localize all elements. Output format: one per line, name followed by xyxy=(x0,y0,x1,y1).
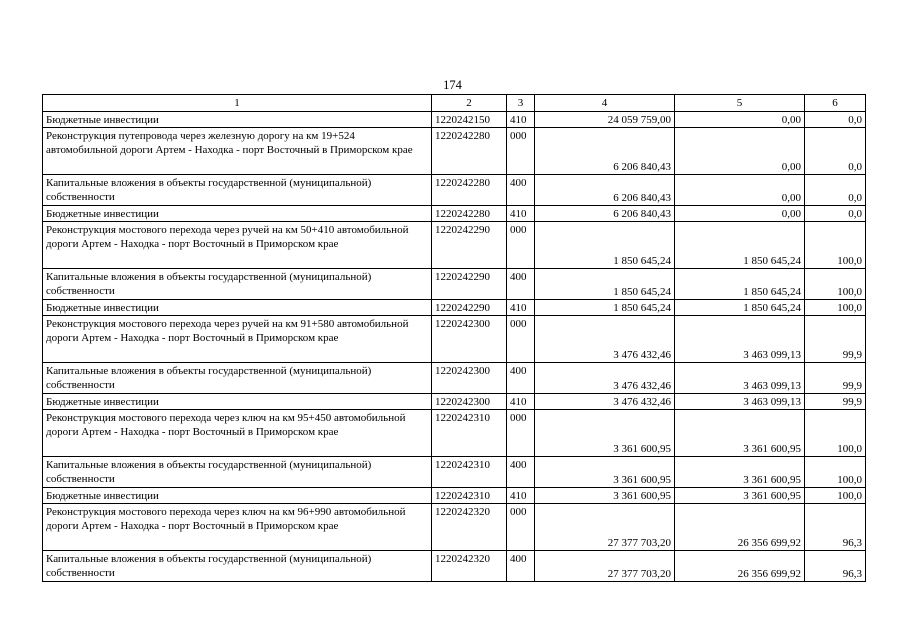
row-name-cell: Капитальные вложения в объекты государственной (муниципальной) собственности xyxy=(43,175,432,206)
row-type-cell: 400 xyxy=(507,363,535,394)
row-percent-cell: 96,3 xyxy=(805,504,866,551)
column-header: 2 xyxy=(432,95,507,112)
table-row xyxy=(43,410,866,457)
row-plan-cell: 27 377 703,20 xyxy=(535,551,675,582)
row-type-cell: 000 xyxy=(507,128,535,175)
budget-table xyxy=(42,94,866,582)
row-fact-cell: 26 356 699,92 xyxy=(675,551,805,582)
row-name-cell: Реконструкция мостового перехода через ключ на км 95+450 автомобильной дороги Артем - Находка - порт Восточный в Приморском крае xyxy=(43,410,432,457)
row-code-cell: 1220242300 xyxy=(432,316,507,363)
table-row xyxy=(43,551,866,582)
row-fact-cell: 1 850 645,24 xyxy=(675,269,805,300)
table-header-row xyxy=(43,95,866,112)
row-code-cell: 1220242310 xyxy=(432,488,507,504)
row-percent-cell: 99,9 xyxy=(805,394,866,410)
row-plan-cell: 1 850 645,24 xyxy=(535,300,675,316)
row-percent-cell: 100,0 xyxy=(805,300,866,316)
row-plan-cell: 3 476 432,46 xyxy=(535,394,675,410)
row-code-cell: 1220242280 xyxy=(432,175,507,206)
column-header: 3 xyxy=(507,95,535,112)
row-fact-cell: 3 463 099,13 xyxy=(675,363,805,394)
column-header: 6 xyxy=(805,95,866,112)
row-name-cell: Капитальные вложения в объекты государственной (муниципальной) собственности xyxy=(43,269,432,300)
row-fact-cell: 0,00 xyxy=(675,128,805,175)
row-name-cell: Капитальные вложения в объекты государственной (муниципальной) собственности xyxy=(43,363,432,394)
row-type-cell: 400 xyxy=(507,457,535,488)
table-row xyxy=(43,222,866,269)
row-percent-cell: 100,0 xyxy=(805,410,866,457)
table-body xyxy=(43,95,866,582)
row-percent-cell: 100,0 xyxy=(805,457,866,488)
table-row xyxy=(43,128,866,175)
row-code-cell: 1220242290 xyxy=(432,269,507,300)
row-type-cell: 000 xyxy=(507,222,535,269)
row-type-cell: 000 xyxy=(507,316,535,363)
row-type-cell: 000 xyxy=(507,410,535,457)
row-type-cell: 410 xyxy=(507,394,535,410)
table-row xyxy=(43,394,866,410)
table-row xyxy=(43,363,866,394)
row-percent-cell: 100,0 xyxy=(805,222,866,269)
row-plan-cell: 24 059 759,00 xyxy=(535,112,675,128)
row-plan-cell: 6 206 840,43 xyxy=(535,128,675,175)
row-fact-cell: 1 850 645,24 xyxy=(675,222,805,269)
row-name-cell: Реконструкция мостового перехода через ручей на км 50+410 автомобильной дороги Артем - Находка - порт Восточный в Приморском крае xyxy=(43,222,432,269)
row-percent-cell: 0,0 xyxy=(805,175,866,206)
row-type-cell: 410 xyxy=(507,300,535,316)
row-plan-cell: 6 206 840,43 xyxy=(535,206,675,222)
column-header: 5 xyxy=(675,95,805,112)
table-row xyxy=(43,206,866,222)
row-name-cell: Бюджетные инвестиции xyxy=(43,394,432,410)
row-fact-cell: 3 463 099,13 xyxy=(675,316,805,363)
table-row xyxy=(43,316,866,363)
row-plan-cell: 3 476 432,46 xyxy=(535,363,675,394)
row-name-cell: Капитальные вложения в объекты государственной (муниципальной) собственности xyxy=(43,551,432,582)
row-type-cell: 000 xyxy=(507,504,535,551)
row-code-cell: 1220242300 xyxy=(432,394,507,410)
row-percent-cell: 96,3 xyxy=(805,551,866,582)
row-fact-cell: 0,00 xyxy=(675,206,805,222)
row-name-cell: Реконструкция мостового перехода через ручей на км 91+580 автомобильной дороги Артем - Находка - порт Восточный в Приморском крае xyxy=(43,316,432,363)
row-plan-cell: 1 850 645,24 xyxy=(535,222,675,269)
row-type-cell: 400 xyxy=(507,551,535,582)
row-name-cell: Бюджетные инвестиции xyxy=(43,206,432,222)
row-fact-cell: 3 361 600,95 xyxy=(675,488,805,504)
row-fact-cell: 0,00 xyxy=(675,175,805,206)
row-type-cell: 410 xyxy=(507,488,535,504)
column-header: 1 xyxy=(43,95,432,112)
row-code-cell: 1220242290 xyxy=(432,300,507,316)
row-code-cell: 1220242310 xyxy=(432,410,507,457)
row-percent-cell: 100,0 xyxy=(805,269,866,300)
row-code-cell: 1220242300 xyxy=(432,363,507,394)
row-code-cell: 1220242290 xyxy=(432,222,507,269)
table-row xyxy=(43,175,866,206)
row-name-cell: Бюджетные инвестиции xyxy=(43,112,432,128)
row-type-cell: 400 xyxy=(507,175,535,206)
row-plan-cell: 1 850 645,24 xyxy=(535,269,675,300)
row-percent-cell: 99,9 xyxy=(805,363,866,394)
table-row xyxy=(43,457,866,488)
row-plan-cell: 3 361 600,95 xyxy=(535,410,675,457)
row-name-cell: Реконструкция путепровода через железную дорогу на км 19+524 автомобильной дороги Артем - Находка - порт Восточный в Приморском крае xyxy=(43,128,432,175)
column-header: 4 xyxy=(535,95,675,112)
row-percent-cell: 99,9 xyxy=(805,316,866,363)
row-fact-cell: 0,00 xyxy=(675,112,805,128)
row-fact-cell: 3 361 600,95 xyxy=(675,457,805,488)
row-name-cell: Бюджетные инвестиции xyxy=(43,300,432,316)
row-fact-cell: 3 463 099,13 xyxy=(675,394,805,410)
table-row xyxy=(43,300,866,316)
row-fact-cell: 1 850 645,24 xyxy=(675,300,805,316)
table-row xyxy=(43,269,866,300)
row-percent-cell: 0,0 xyxy=(805,128,866,175)
row-name-cell: Реконструкция мостового перехода через ключ на км 96+990 автомобильной дороги Артем - Находка - порт Восточный в Приморском крае xyxy=(43,504,432,551)
row-plan-cell: 3 361 600,95 xyxy=(535,488,675,504)
row-percent-cell: 0,0 xyxy=(805,112,866,128)
table-row xyxy=(43,504,866,551)
row-code-cell: 1220242320 xyxy=(432,551,507,582)
row-percent-cell: 100,0 xyxy=(805,488,866,504)
row-code-cell: 1220242320 xyxy=(432,504,507,551)
row-type-cell: 410 xyxy=(507,112,535,128)
row-fact-cell: 3 361 600,95 xyxy=(675,410,805,457)
table-row xyxy=(43,488,866,504)
row-plan-cell: 27 377 703,20 xyxy=(535,504,675,551)
row-fact-cell: 26 356 699,92 xyxy=(675,504,805,551)
page-number: 174 xyxy=(443,78,462,92)
row-type-cell: 410 xyxy=(507,206,535,222)
row-type-cell: 400 xyxy=(507,269,535,300)
row-plan-cell: 3 476 432,46 xyxy=(535,316,675,363)
row-code-cell: 1220242150 xyxy=(432,112,507,128)
row-code-cell: 1220242280 xyxy=(432,206,507,222)
row-plan-cell: 6 206 840,43 xyxy=(535,175,675,206)
row-code-cell: 1220242310 xyxy=(432,457,507,488)
row-plan-cell: 3 361 600,95 xyxy=(535,457,675,488)
row-name-cell: Бюджетные инвестиции xyxy=(43,488,432,504)
row-percent-cell: 0,0 xyxy=(805,206,866,222)
row-code-cell: 1220242280 xyxy=(432,128,507,175)
table-row xyxy=(43,112,866,128)
row-name-cell: Капитальные вложения в объекты государственной (муниципальной) собственности xyxy=(43,457,432,488)
